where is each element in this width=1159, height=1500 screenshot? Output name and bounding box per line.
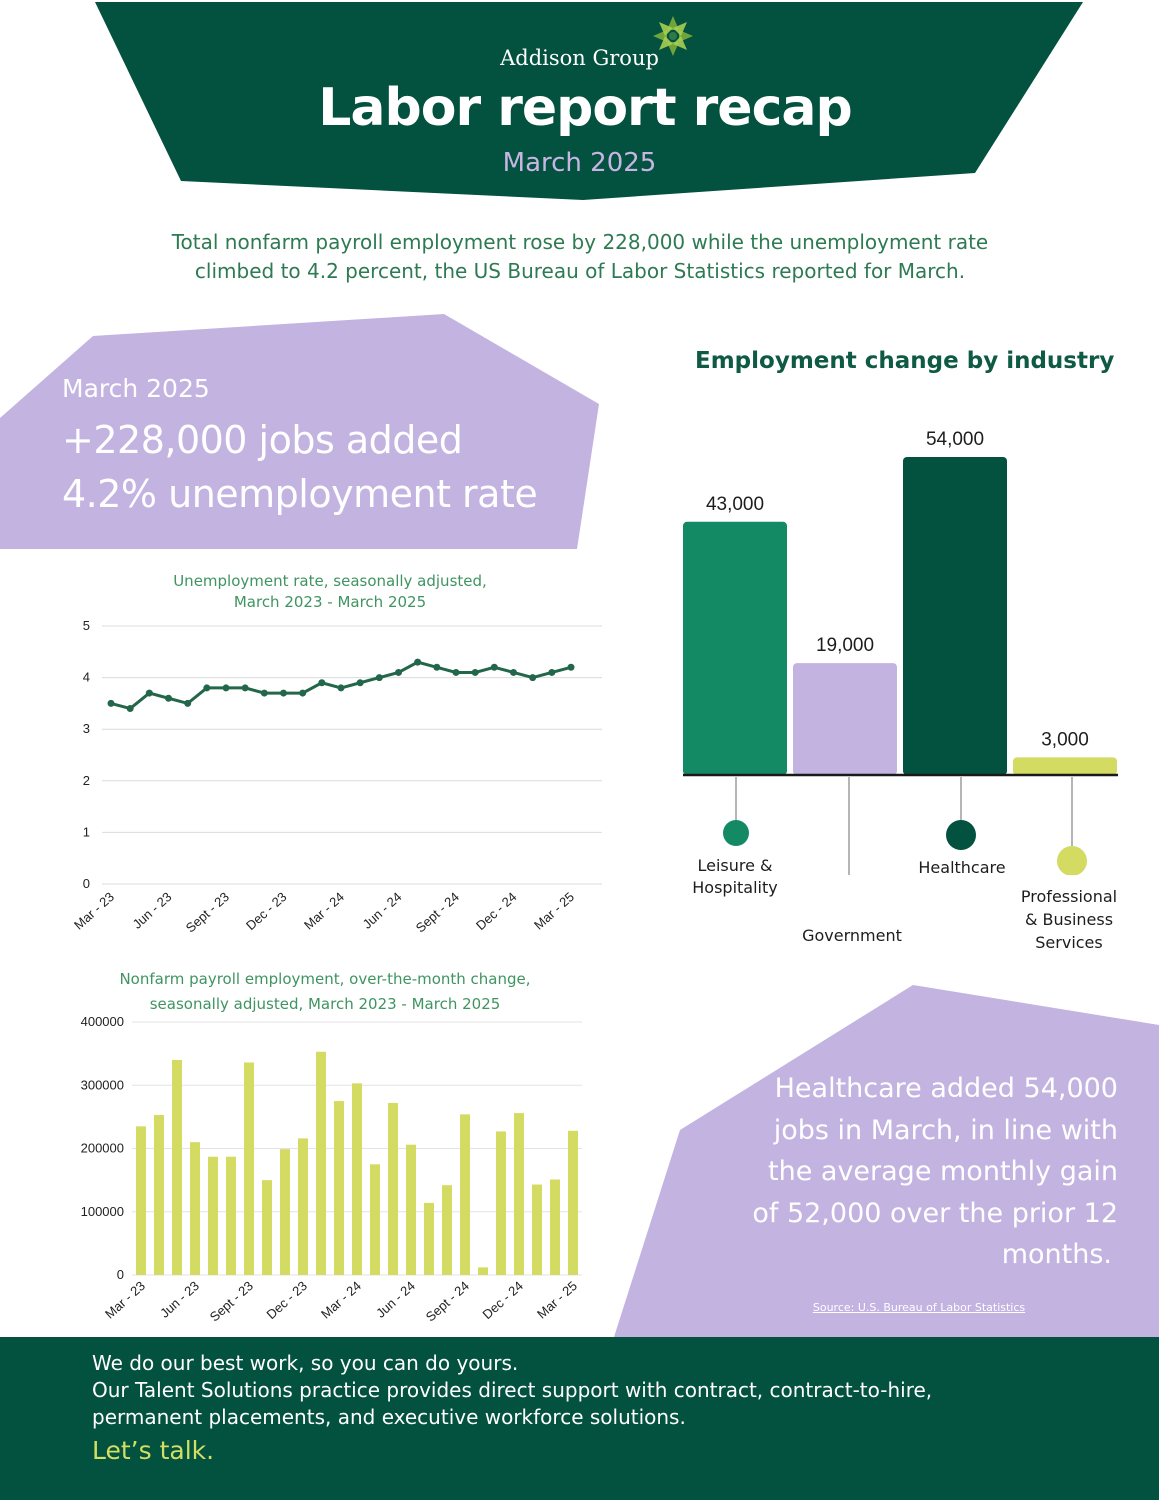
- x-tick-label: Mar - 25: [530, 889, 578, 933]
- x-tick-label: Dec - 23: [263, 1278, 311, 1323]
- callout-line-4: of 52,000 over the prior 12: [752, 1197, 1118, 1229]
- x-tick-label: Sept - 24: [412, 889, 463, 936]
- industry-chart-title: Employment change by industry: [695, 348, 1115, 374]
- callout-line-3: the average monthly gain: [768, 1156, 1118, 1187]
- data-point: [395, 669, 402, 676]
- value-label: 19,000: [815, 635, 875, 657]
- label-professional: [994, 885, 1144, 954]
- data-point: [184, 700, 191, 707]
- intro-text: [80, 228, 1080, 286]
- x-tick-label: Jun - 24: [359, 889, 405, 932]
- category-dot: [946, 820, 976, 850]
- y-tick-label: 2: [82, 772, 90, 788]
- payroll-bar: [550, 1179, 560, 1275]
- x-tick-label: Jun - 23: [157, 1278, 203, 1321]
- data-point: [280, 690, 287, 697]
- payroll-bar: [460, 1114, 470, 1275]
- data-point: [529, 674, 536, 681]
- y-tick-label: 100000: [80, 1203, 124, 1219]
- data-point: [433, 664, 440, 671]
- category-dot: [723, 820, 749, 846]
- industry-bar-chart: [670, 415, 1130, 875]
- payroll-bar: [478, 1267, 488, 1275]
- industry-bar-healthcare: [903, 457, 1007, 775]
- y-tick-label: 4: [82, 669, 90, 685]
- label-healthcare: Healthcare: [918, 858, 1006, 877]
- data-point: [453, 669, 460, 676]
- payroll-bar: [388, 1103, 398, 1275]
- highlight-rate: 4.2% unemployment rate: [62, 472, 538, 516]
- unemployment-title-line1: Unemployment rate, seasonally adjusted,: [173, 572, 487, 590]
- data-point: [108, 700, 115, 707]
- y-tick-label: 0: [82, 876, 90, 891]
- payroll-bar: [568, 1131, 578, 1275]
- callout-line-1: Healthcare added 54,000: [774, 1073, 1118, 1104]
- lets-talk-link[interactable]: Let’s talk.: [92, 1436, 215, 1465]
- data-point: [548, 669, 555, 676]
- payroll-bar: [334, 1101, 344, 1275]
- footer-line-1: We do our best work, so you can do yours.: [92, 1351, 519, 1375]
- payroll-bar: [352, 1083, 362, 1275]
- payroll-bar: [154, 1115, 164, 1275]
- label-leisure-line2: Hospitality: [692, 878, 778, 897]
- label-prof-line3: Services: [1035, 933, 1103, 952]
- data-point: [510, 669, 517, 676]
- data-point: [203, 684, 210, 691]
- unemployment-line-chart: [60, 615, 620, 955]
- data-point: [491, 664, 498, 671]
- data-point: [146, 690, 153, 697]
- value-label: 43,000: [705, 493, 765, 515]
- x-tick-label: Dec - 23: [242, 889, 290, 934]
- source-link[interactable]: Source: U.S. Bureau of Labor Statistics: [812, 1301, 1026, 1314]
- label-government: Government: [802, 926, 902, 945]
- page-subtitle: March 2025: [502, 148, 657, 178]
- x-tick-label: Sept - 24: [422, 1278, 473, 1325]
- label-leisure-line1: Leisure &: [697, 856, 773, 875]
- payroll-bar: [442, 1185, 452, 1275]
- x-tick-label: Dec - 24: [472, 889, 520, 934]
- payroll-bar: [424, 1203, 434, 1275]
- intro-line-1: Total nonfarm payroll employment rose by 228,000 while the unemployment rate: [171, 230, 989, 254]
- category-dot: [1057, 846, 1087, 875]
- y-tick-label: 3: [82, 721, 90, 737]
- y-tick-label: 0: [116, 1267, 124, 1282]
- payroll-bar: [496, 1131, 506, 1275]
- data-point: [357, 679, 364, 686]
- payroll-bar: [370, 1164, 380, 1275]
- data-point: [165, 695, 172, 702]
- x-tick-label: Jun - 24: [373, 1278, 419, 1321]
- x-tick-label: Dec - 24: [479, 1278, 527, 1323]
- highlight-jobs: +228,000 jobs added: [62, 418, 463, 462]
- value-label: 3,000: [1041, 729, 1089, 751]
- payroll-title-line2: seasonally adjusted, March 2023 - March 2025: [149, 995, 501, 1013]
- y-tick-label: 300000: [80, 1077, 124, 1093]
- payroll-bar: [298, 1138, 308, 1275]
- data-point: [338, 684, 345, 691]
- data-point: [568, 664, 575, 671]
- footer-line-3: permanent placements, and executive workforce solutions.: [92, 1405, 686, 1429]
- intro-line-2: climbed to 4.2 percent, the US Bureau of Labor Statistics reported for March.: [194, 259, 966, 283]
- payroll-bar: [262, 1180, 272, 1275]
- payroll-bar: [172, 1060, 182, 1275]
- data-point: [261, 690, 268, 697]
- unemployment-title-line2: March 2023 - March 2025: [233, 593, 427, 611]
- payroll-bar: [136, 1126, 146, 1275]
- label-prof-line2: & Business: [1024, 910, 1114, 929]
- industry-bar-government: [793, 663, 897, 775]
- data-point: [127, 705, 134, 712]
- data-point: [223, 684, 230, 691]
- payroll-bar: [532, 1185, 542, 1275]
- y-tick-label: 1: [82, 824, 90, 840]
- industry-bar-leisure: [683, 522, 787, 775]
- payroll-bar: [316, 1052, 326, 1275]
- industry-bar-professional: [1013, 757, 1117, 775]
- payroll-bar: [208, 1157, 218, 1275]
- payroll-bar: [406, 1145, 416, 1275]
- payroll-bar-chart: [60, 1010, 620, 1335]
- healthcare-callout: [740, 1068, 1118, 1276]
- payroll-title-line1: Nonfarm payroll employment, over-the-month change,: [119, 970, 531, 988]
- data-point: [318, 679, 325, 686]
- y-tick-label: 5: [82, 618, 90, 633]
- payroll-bar: [244, 1062, 254, 1275]
- data-point: [299, 690, 306, 697]
- x-tick-label: Mar - 25: [533, 1278, 581, 1322]
- value-label: 54,000: [925, 429, 985, 450]
- x-tick-label: Mar - 23: [70, 889, 118, 933]
- label-prof-line1: Professional: [1020, 887, 1118, 906]
- payroll-bar: [514, 1113, 524, 1275]
- payroll-bar: [190, 1142, 200, 1275]
- brand-name: Addison Group: [500, 46, 659, 70]
- page-title: Labor report recap: [318, 78, 852, 138]
- callout-line-2: jobs in March, in line with: [773, 1114, 1118, 1146]
- x-tick-label: Jun - 23: [129, 889, 175, 932]
- payroll-bar: [280, 1149, 290, 1275]
- payroll-bar: [226, 1157, 236, 1275]
- x-tick-label: Sept - 23: [182, 889, 233, 936]
- data-point: [414, 659, 421, 666]
- data-point: [242, 684, 249, 691]
- x-tick-label: Mar - 24: [300, 889, 348, 933]
- x-tick-label: Mar - 23: [101, 1278, 149, 1322]
- data-point: [376, 674, 383, 681]
- label-leisure: [660, 855, 810, 899]
- data-point: [472, 669, 479, 676]
- callout-line-5: months.: [1001, 1239, 1112, 1270]
- footer-line-2: Our Talent Solutions practice provides direct support with contract, contract-to-hire,: [92, 1378, 933, 1402]
- y-tick-label: 400000: [80, 1014, 124, 1029]
- unemployment-chart-title: [110, 571, 550, 613]
- highlight-period: March 2025: [62, 374, 210, 403]
- y-tick-label: 200000: [80, 1140, 124, 1156]
- x-tick-label: Sept - 23: [206, 1278, 257, 1325]
- x-tick-label: Mar - 24: [317, 1278, 365, 1322]
